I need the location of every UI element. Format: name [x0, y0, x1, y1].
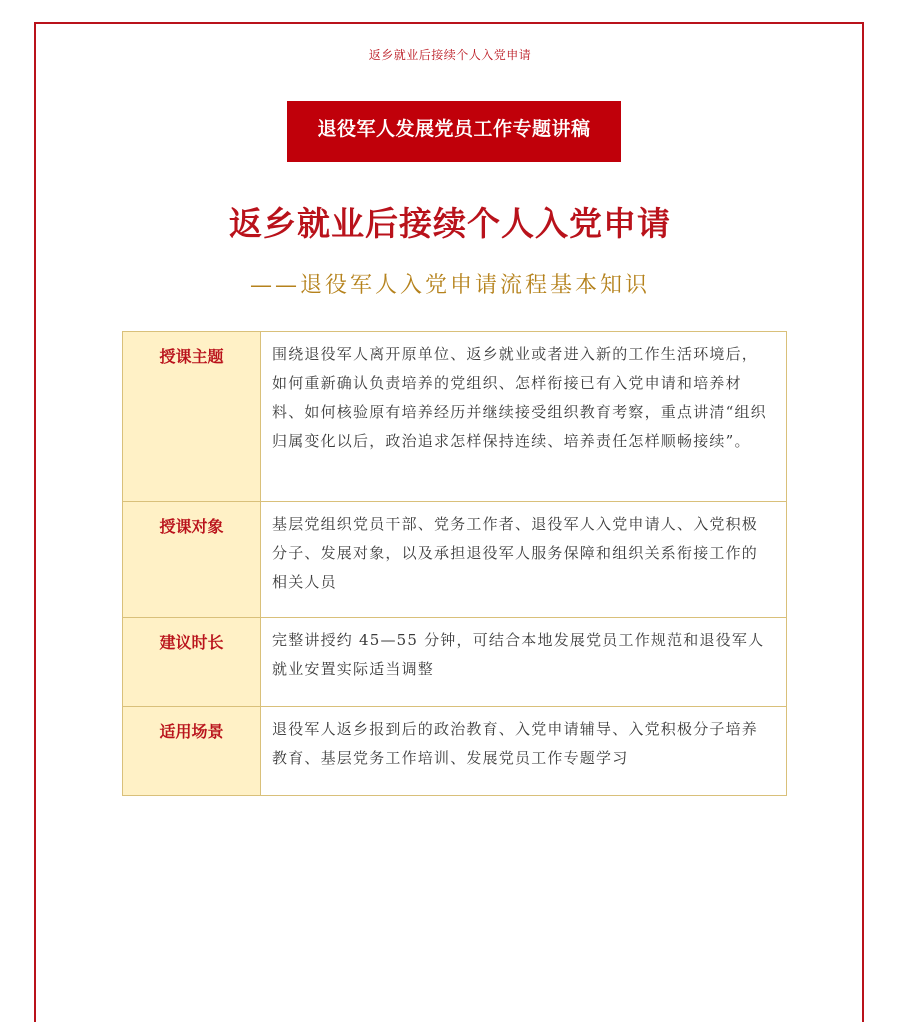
topic-label: 授课主题 — [123, 332, 261, 502]
table-row-scenario — [123, 707, 787, 796]
table-row-audience — [123, 502, 787, 618]
page-subtitle: ——退役军人入党申请流程基本知识 — [249, 273, 650, 298]
topic-value: 围绕退役军人离开原单位、返乡就业或者进入新的工作生活环境后，如何重新确认负责培养的党组织、怎样衔接已有入党申请和培养材料、如何核验原有培养经历并继续接受组织教育考察，重点讲清“组织归属变化以后，政治追求怎样保持连续、培养责任怎样顺畅接续”。 — [261, 332, 787, 502]
audience-label: 授课对象 — [123, 502, 261, 618]
scenario-value: 退役军人返乡报到后的政治教育、入党申请辅导、入党积极分子培养教育、基层党务工作培训、发展党员工作专题学习 — [261, 707, 787, 796]
table-row-duration — [123, 618, 787, 707]
page-title: 返乡就业后接续个人入党申请 — [229, 204, 671, 243]
scenario-label: 适用场景 — [123, 707, 261, 796]
course-info-table — [122, 331, 787, 796]
audience-value: 基层党组织党员干部、党务工作者、退役军人入党申请人、入党积极分子、发展对象，以及承担退役军人服务保障和组织关系衔接工作的相关人员 — [261, 502, 787, 618]
topic-banner: 退役军人发展党员工作专题讲稿 — [287, 101, 621, 162]
table-row-topic — [123, 332, 787, 502]
duration-label: 建议时长 — [123, 618, 261, 707]
running-header: 返乡就业后接续个人入党申请 — [368, 48, 532, 62]
duration-value: 完整讲授约 45—55 分钟，可结合本地发展党员工作规范和退役军人就业安置实际适当调整 — [261, 618, 787, 707]
